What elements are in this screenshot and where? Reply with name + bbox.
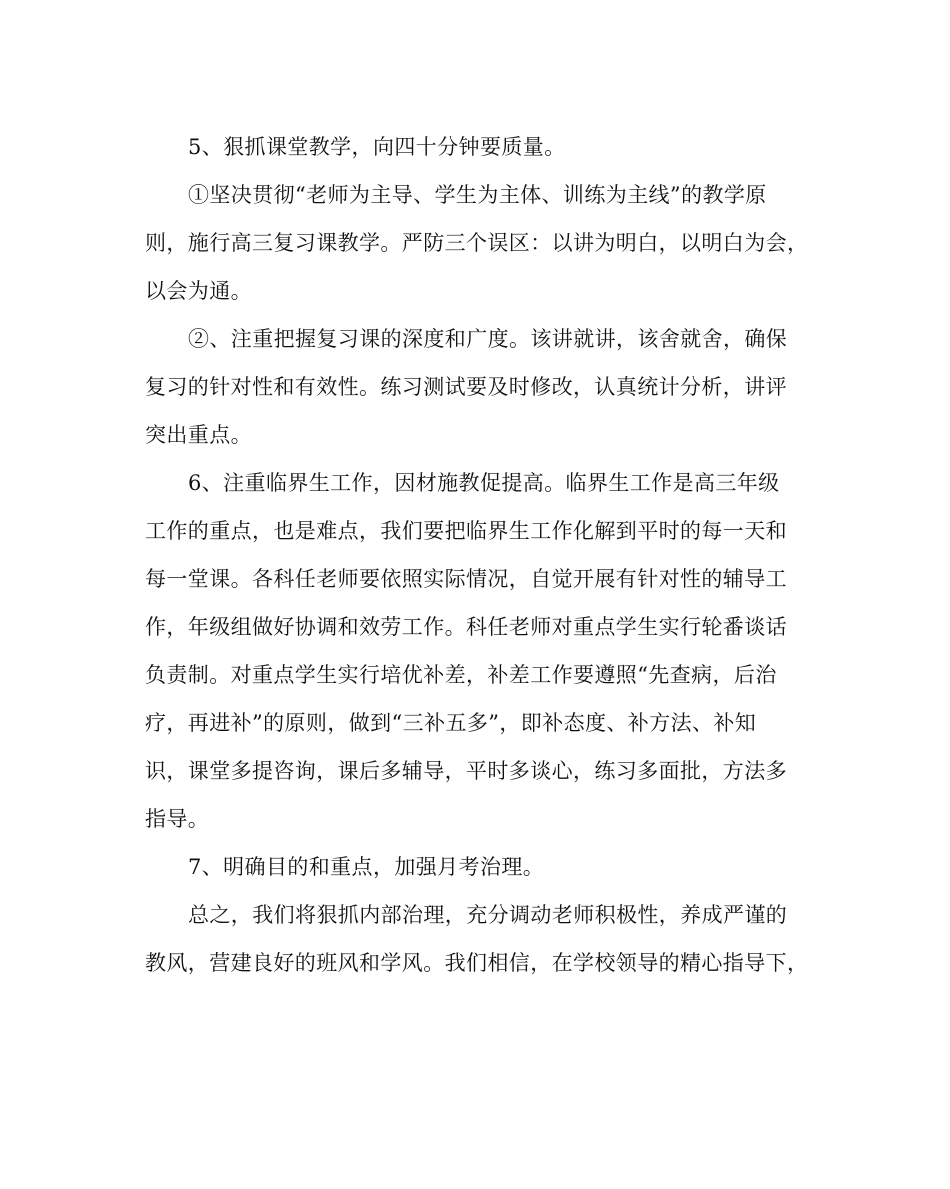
text-line-1: 5、狠抓课堂教学，向四十分钟要质量。 bbox=[188, 135, 566, 159]
text-line-13: 疗，再进补”的原则，做到“三补五多”，即补态度、补方法、补知 bbox=[145, 711, 757, 735]
text-line-7: 突出重点。 bbox=[145, 423, 252, 447]
text-line-6: 复习的针对性和有效性。练习测试要及时修改，认真统计分析，讲评 bbox=[145, 375, 787, 399]
text-line-5: ②、注重把握复习课的深度和广度。该讲就讲，该舍就舍，确保 bbox=[188, 327, 788, 351]
text-line-4: 以会为通。 bbox=[145, 279, 252, 303]
text-line-14: 识，课堂多提咨询，课后多辅导，平时多谈心，练习多面批，方法多 bbox=[145, 759, 787, 783]
text-line-12: 负责制。对重点学生实行培优补差，补差工作要遵照“先查病，后治 bbox=[145, 663, 777, 687]
text-line-2: ①坚决贯彻“老师为主导、学生为主体、训练为主线”的教学原 bbox=[188, 183, 767, 207]
text-line-8: 6、注重临界生工作，因材施教促提高。临界生工作是高三年级 bbox=[188, 471, 780, 495]
text-line-11: 作，年级组做好协调和效劳工作。科任老师对重点学生实行轮番谈话 bbox=[145, 615, 787, 639]
text-line-15: 指导。 bbox=[145, 807, 210, 831]
text-line-17: 总之，我们将狠抓内部治理，充分调动老师积极性，养成严谨的 bbox=[188, 903, 788, 927]
text-line-16: 7、明确目的和重点，加强月考治理。 bbox=[188, 855, 545, 879]
text-line-3: 则，施行高三复习课教学。严防三个误区：以讲为明白，以明白为会， bbox=[145, 231, 809, 255]
text-line-18: 教风，营建良好的班风和学风。我们相信，在学校领导的精心指导下， bbox=[145, 951, 809, 975]
text-line-9: 工作的重点，也是难点，我们要把临界生工作化解到平时的每一天和 bbox=[145, 519, 787, 543]
text-line-10: 每一堂课。各科任老师要依照实际情况，自觉开展有针对性的辅导工 bbox=[145, 567, 787, 591]
